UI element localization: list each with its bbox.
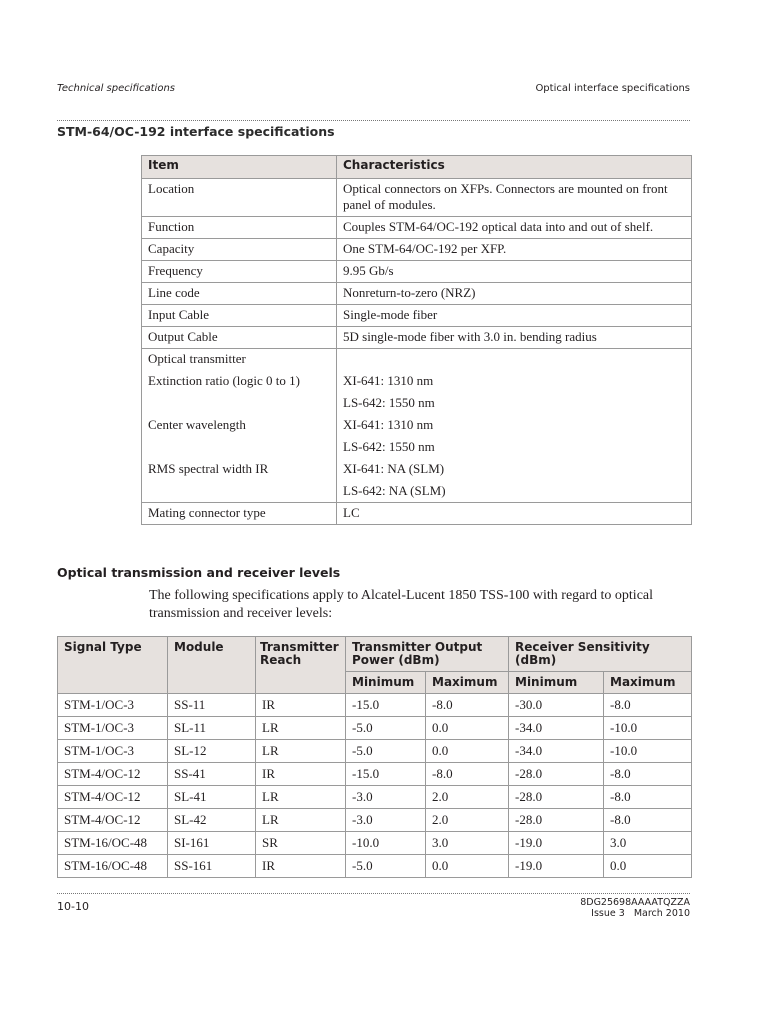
table-row: [142, 305, 692, 327]
column-header-tx-max: Maximum: [426, 672, 509, 694]
rx-max-cell: -10.0: [604, 717, 692, 740]
tx-max-cell: 3.0: [426, 832, 509, 855]
footer-divider: [57, 893, 690, 894]
document-id: 8DG25698AAAATQZZA: [580, 897, 690, 908]
signal-type-cell: STM-4/OC-12: [58, 786, 168, 809]
tx-min-cell: -15.0: [346, 694, 426, 717]
rx-min-cell: -19.0: [509, 855, 604, 878]
interface-spec-table: [141, 155, 692, 525]
rx-min-cell: -28.0: [509, 763, 604, 786]
characteristics-text: One STM-64/OC-192 per XFP.: [343, 241, 507, 256]
item-text: Frequency: [148, 263, 203, 278]
characteristics-cell: [337, 261, 692, 283]
table-row: [58, 832, 692, 855]
characteristics-text: LS-642: 1550 nm: [343, 439, 435, 454]
module-cell: SL-41: [168, 786, 256, 809]
item-text: Optical transmitter: [148, 351, 246, 366]
characteristics-text: XI-641: NA (SLM): [343, 461, 445, 476]
reach-cell: LR: [256, 740, 346, 763]
tx-min-cell: -15.0: [346, 763, 426, 786]
module-cell: SI-161: [168, 832, 256, 855]
intro-paragraph: The following specifications apply to Alcatel-Lucent 1850 TSS-100 with regard to optical transmission and receiver levels:: [149, 588, 654, 621]
table-row: [142, 349, 692, 503]
item-cell: [142, 217, 337, 239]
module-cell: SL-11: [168, 717, 256, 740]
item-text: Capacity: [148, 241, 195, 256]
tx-min-cell: -3.0: [346, 786, 426, 809]
item-text: [148, 439, 330, 455]
module-cell: SL-12: [168, 740, 256, 763]
column-header-module: Module: [168, 637, 256, 694]
signal-type-cell: STM-1/OC-3: [58, 740, 168, 763]
item-text: [148, 395, 330, 411]
signal-type-cell: STM-16/OC-48: [58, 832, 168, 855]
rx-max-cell: -8.0: [604, 786, 692, 809]
column-header-item: Item: [142, 156, 337, 179]
subsection-title: Optical transmission and receiver levels: [57, 565, 341, 580]
characteristics-cell: [337, 349, 692, 503]
tx-max-cell: -8.0: [426, 763, 509, 786]
rx-min-cell: -30.0: [509, 694, 604, 717]
item-text: Line code: [148, 285, 200, 300]
table-row: [142, 327, 692, 349]
table-row: [142, 217, 692, 239]
characteristics-cell: [337, 327, 692, 349]
item-cell: [142, 503, 337, 525]
tx-min-cell: -10.0: [346, 832, 426, 855]
column-header-signal-type: Signal Type: [58, 637, 168, 694]
tx-min-cell: -3.0: [346, 809, 426, 832]
tx-max-cell: 0.0: [426, 855, 509, 878]
item-cell: [142, 179, 337, 217]
characteristics-text: Single-mode fiber: [343, 307, 438, 322]
reach-cell: IR: [256, 694, 346, 717]
characteristics-text: LC: [343, 505, 360, 520]
rx-min-cell: -28.0: [509, 809, 604, 832]
column-header-rx-max: Maximum: [604, 672, 692, 694]
item-cell: [142, 349, 337, 503]
item-cell: [142, 305, 337, 327]
rx-min-cell: -34.0: [509, 717, 604, 740]
characteristics-text: [343, 351, 685, 367]
item-cell: [142, 239, 337, 261]
characteristics-text: LS-642: 1550 nm: [343, 395, 435, 410]
optical-levels-table: [57, 636, 692, 878]
tx-max-cell: -8.0: [426, 694, 509, 717]
column-header-rx-min: Minimum: [509, 672, 604, 694]
item-cell: [142, 327, 337, 349]
characteristics-text: LS-642: NA (SLM): [343, 483, 446, 498]
characteristics-text: 9.95 Gb/s: [343, 263, 394, 278]
signal-type-cell: STM-4/OC-12: [58, 763, 168, 786]
tx-max-cell: 2.0: [426, 809, 509, 832]
reach-cell: IR: [256, 763, 346, 786]
header-divider: [57, 120, 690, 121]
reach-cell: SR: [256, 832, 346, 855]
table-row: [142, 179, 692, 217]
item-text: Input Cable: [148, 307, 210, 322]
item-cell: [142, 261, 337, 283]
module-cell: SS-41: [168, 763, 256, 786]
characteristics-text: XI-641: 1310 nm: [343, 417, 434, 432]
tx-max-cell: 0.0: [426, 740, 509, 763]
footer-doc-info: [580, 897, 690, 919]
item-text: [148, 483, 330, 499]
page-number: 10-10: [57, 900, 89, 913]
module-cell: SL-42: [168, 809, 256, 832]
table-row: [58, 763, 692, 786]
rx-max-cell: -8.0: [604, 809, 692, 832]
table-row: [58, 740, 692, 763]
module-cell: SS-161: [168, 855, 256, 878]
item-cell: [142, 283, 337, 305]
characteristics-text: Optical connectors on XFPs. Connectors are mounted on front panel of modules.: [343, 181, 668, 212]
table-row: [142, 283, 692, 305]
table-row: [58, 786, 692, 809]
characteristics-cell: [337, 239, 692, 261]
characteristics-text: Nonreturn-to-zero (NRZ): [343, 285, 476, 300]
characteristics-cell: [337, 217, 692, 239]
characteristics-text: 5D single-mode fiber with 3.0 in. bending radius: [343, 329, 597, 344]
table-row: [142, 503, 692, 525]
characteristics-text: XI-641: 1310 nm: [343, 373, 434, 388]
characteristics-cell: [337, 305, 692, 327]
characteristics-text: Couples STM-64/OC-192 optical data into and out of shelf.: [343, 219, 654, 234]
item-text: RMS spectral width IR: [148, 461, 269, 476]
rx-max-cell: 0.0: [604, 855, 692, 878]
reach-cell: IR: [256, 855, 346, 878]
rx-max-cell: -8.0: [604, 763, 692, 786]
column-header-tx-min: Minimum: [346, 672, 426, 694]
reach-cell: LR: [256, 809, 346, 832]
tx-max-cell: 0.0: [426, 717, 509, 740]
tx-min-cell: -5.0: [346, 717, 426, 740]
table-row: [58, 717, 692, 740]
tx-max-cell: 2.0: [426, 786, 509, 809]
tx-min-cell: -5.0: [346, 740, 426, 763]
column-header-rx-sensitivity: Receiver Sensitivity (dBm): [509, 637, 692, 672]
characteristics-cell: [337, 283, 692, 305]
item-text: Function: [148, 219, 195, 234]
rx-max-cell: 3.0: [604, 832, 692, 855]
section-title: STM-64/OC-192 interface specifications: [57, 124, 335, 139]
running-header-left: Technical specifications: [57, 83, 175, 94]
signal-type-cell: STM-1/OC-3: [58, 694, 168, 717]
table-row: [58, 694, 692, 717]
item-text: Center wavelength: [148, 417, 246, 432]
rx-min-cell: -19.0: [509, 832, 604, 855]
column-header-reach: Transmitter Reach: [256, 637, 346, 694]
rx-min-cell: -28.0: [509, 786, 604, 809]
column-header-characteristics: Characteristics: [337, 156, 692, 179]
table-row: [58, 855, 692, 878]
running-header-right: Optical interface specifications: [535, 83, 690, 94]
item-text: Output Cable: [148, 329, 218, 344]
item-text: Extinction ratio (logic 0 to 1): [148, 373, 300, 388]
table-row: [142, 261, 692, 283]
column-header-tx-power: Transmitter Output Power (dBm): [346, 637, 509, 672]
rx-max-cell: -8.0: [604, 694, 692, 717]
item-text: Mating connector type: [148, 505, 266, 520]
signal-type-cell: STM-16/OC-48: [58, 855, 168, 878]
rx-max-cell: -10.0: [604, 740, 692, 763]
reach-cell: LR: [256, 786, 346, 809]
reach-cell: LR: [256, 717, 346, 740]
issue-date: Issue 3 March 2010: [591, 908, 690, 919]
tx-min-cell: -5.0: [346, 855, 426, 878]
signal-type-cell: STM-4/OC-12: [58, 809, 168, 832]
rx-min-cell: -34.0: [509, 740, 604, 763]
characteristics-cell: [337, 179, 692, 217]
characteristics-cell: [337, 503, 692, 525]
table-row: [58, 809, 692, 832]
module-cell: SS-11: [168, 694, 256, 717]
signal-type-cell: STM-1/OC-3: [58, 717, 168, 740]
table-row: [142, 239, 692, 261]
item-text: Location: [148, 181, 195, 196]
